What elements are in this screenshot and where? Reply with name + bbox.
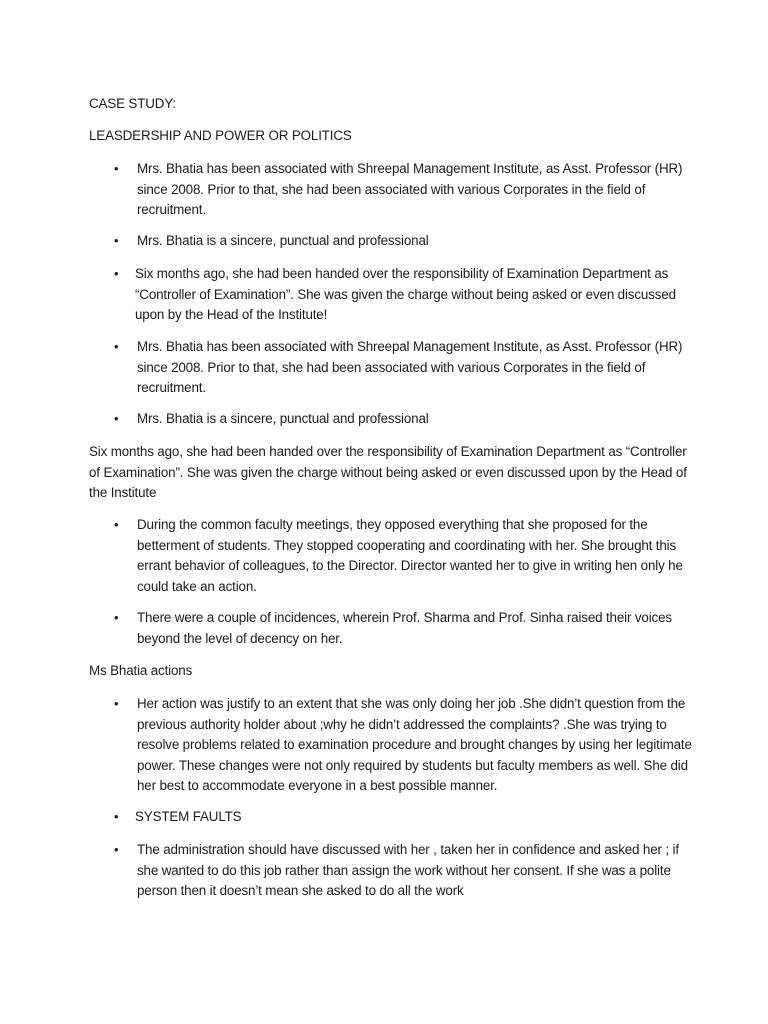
text-line: upon by the Head of the Institute! xyxy=(135,307,328,322)
text-line: Mrs. Bhatia has been associated with Shreepal Management Institute, as Asst. Professor (HR) xyxy=(137,339,683,354)
paragraph-text xyxy=(89,442,687,504)
bullet-icon: • xyxy=(114,233,119,248)
bullet-icon: • xyxy=(114,809,119,824)
text-line: Six months ago, she had been handed over the responsibility of Examination Department as xyxy=(135,266,669,281)
list-item-text xyxy=(137,608,672,649)
bullet-icon: • xyxy=(114,517,119,532)
list-item-text xyxy=(135,807,241,828)
bullet-icon: • xyxy=(114,696,119,711)
text-line: recruitment. xyxy=(137,380,206,395)
list-item-text xyxy=(137,231,429,252)
text-line: of Examination”. She was given the charge without being asked or even discussed upon by the Head of xyxy=(89,464,687,480)
text-line: she wanted to do this job rather than assign the work without her consent. If she was a polite xyxy=(137,862,671,878)
text-line: “Controller of Examination”. She was given the charge without being asked or even discussed xyxy=(135,286,676,302)
text-line: could take an action. xyxy=(137,578,257,594)
text-line: the Institute xyxy=(89,485,157,500)
list-item-text xyxy=(137,515,683,597)
text-line: since 2008. Prior to that, she had been associated with various Corporates in the field of xyxy=(137,181,646,197)
text-line: betterment of students. They stopped cooperating and coordinating with her. She brought this xyxy=(137,537,677,553)
text-line: recruitment. xyxy=(137,202,206,217)
case-study-subtitle: LEASDERSHIP AND POWER OR POLITICS xyxy=(89,128,352,143)
bullet-icon: • xyxy=(114,842,119,857)
text-line: There were a couple of incidences, wherein Prof. Sharma and Prof. Sinha raised their voices xyxy=(137,610,672,625)
list-item-text xyxy=(137,337,682,399)
text-line: The administration should have discussed with her , taken her in confidence and asked her ; if xyxy=(137,842,679,857)
text-line: since 2008. Prior to that, she had been associated with various Corporates in the field of xyxy=(137,359,646,375)
text-line: Mrs. Bhatia is a sincere, punctual and professional xyxy=(137,233,429,248)
bullet-icon: • xyxy=(114,161,119,176)
text-line: resolve problems related to examination procedure and brought changes by using her legitimate xyxy=(137,737,692,752)
bullet-icon: • xyxy=(114,610,119,625)
list-item-text xyxy=(135,264,676,326)
text-line: errant behavior of colleagues, to the Director. Director wanted her to give in writing hen only he xyxy=(137,558,683,573)
text-line: Mrs. Bhatia is a sincere, punctual and professional xyxy=(137,411,429,426)
bullet-icon: • xyxy=(114,411,119,426)
list-item-text xyxy=(137,409,429,430)
text-line: SYSTEM FAULTS xyxy=(135,809,242,824)
list-item-text xyxy=(137,694,692,797)
text-line: Her action was justify to an extent that she was only doing her job .She didn’t question from the xyxy=(137,696,686,711)
case-study-title: CASE STUDY: xyxy=(89,96,176,111)
text-line: person then it doesn’t mean she asked to do all the work xyxy=(137,883,464,898)
bullet-icon: • xyxy=(114,339,119,354)
text-line: previous authority holder about ;why he didn’t addressed the complaints? .She was trying to xyxy=(137,716,667,732)
section-heading: Ms Bhatia actions xyxy=(89,663,193,678)
text-line: power. These changes were not only required by students but faculty members as well. She did xyxy=(137,757,688,773)
bullet-icon: • xyxy=(114,266,119,281)
text-line: beyond the level of decency on her. xyxy=(137,630,343,646)
text-line: Six months ago, she had been handed over the responsibility of Examination Department as “Controller xyxy=(89,444,687,459)
list-item-text xyxy=(137,159,682,221)
list-item-text xyxy=(137,840,679,902)
text-line: Mrs. Bhatia has been associated with Shreepal Management Institute, as Asst. Professor (HR) xyxy=(137,161,683,176)
text-line: During the common faculty meetings, they opposed everything that she proposed for the xyxy=(137,517,648,532)
text-line: her best to accommodate everyone in a best possible manner. xyxy=(137,778,498,793)
